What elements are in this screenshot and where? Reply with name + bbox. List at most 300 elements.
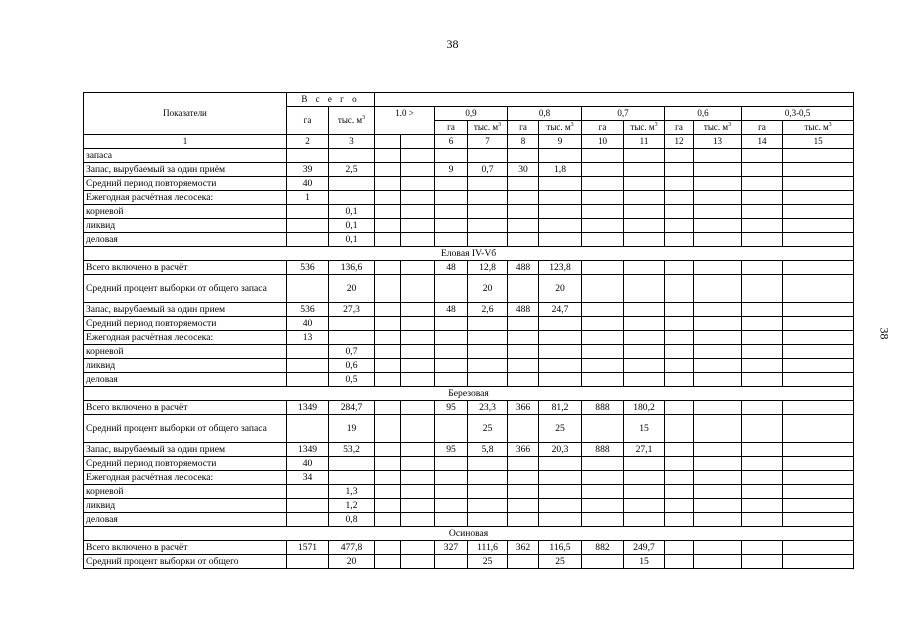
cell-col-4 [375, 233, 401, 247]
cell-col-14 [742, 499, 783, 513]
cell-col-14 [742, 149, 783, 163]
cell-col-9 [539, 331, 582, 345]
cell-col-8 [508, 345, 539, 359]
cell-col-7 [468, 205, 508, 219]
cell-col-13 [694, 219, 742, 233]
cell-col-8 [508, 205, 539, 219]
cell-col-14 [742, 275, 783, 303]
cell-col-9 [539, 219, 582, 233]
cell-col-4 [375, 541, 401, 555]
cell-col-5 [401, 233, 435, 247]
cell-col-6 [435, 415, 468, 443]
cell-col-12 [665, 205, 694, 219]
table-row [84, 303, 854, 317]
cell-col-14 [742, 443, 783, 457]
cell-col-5 [401, 331, 435, 345]
cell-col-7 [468, 373, 508, 387]
cell-col-5 [401, 457, 435, 471]
cell-col-12 [665, 261, 694, 275]
cell-col-7: 111,6 [468, 541, 508, 555]
col-number-1: 1 [84, 135, 287, 149]
cell-col-8 [508, 457, 539, 471]
cell-col-13 [694, 177, 742, 191]
cell-col-6 [435, 513, 468, 527]
cell-col-10 [582, 345, 624, 359]
cell-col-3: 0,6 [329, 359, 375, 373]
cell-col-10: 888 [582, 443, 624, 457]
col-number-empty [401, 135, 435, 149]
cell-col-2 [287, 205, 329, 219]
cell-col-7 [468, 485, 508, 499]
table-row [84, 499, 854, 513]
cell-col-14 [742, 471, 783, 485]
cell-col-13 [694, 331, 742, 345]
cell-col-9 [539, 457, 582, 471]
cell-col-5 [401, 219, 435, 233]
cell-col-15 [783, 261, 854, 275]
col-number-2: 2 [287, 135, 329, 149]
cell-col-13 [694, 205, 742, 219]
cell-col-15 [783, 317, 854, 331]
cell-col-3 [329, 177, 375, 191]
cell-col-3: 27,3 [329, 303, 375, 317]
cell-col-6 [435, 149, 468, 163]
group-3-thous: тыс. $м^3$ [539, 121, 582, 135]
cell-col-13 [694, 149, 742, 163]
table-row [84, 345, 854, 359]
cell-col-11 [624, 233, 665, 247]
group-5-thous: тыс. $м^3$ [694, 121, 742, 135]
cell-col-13 [694, 233, 742, 247]
cell-col-8: 366 [508, 401, 539, 415]
cell-col-13 [694, 415, 742, 443]
cell-col-3: 0,1 [329, 233, 375, 247]
row-label: деловая [84, 513, 287, 527]
group-5-ha: га [665, 121, 694, 135]
cell-col-8 [508, 149, 539, 163]
col-number-15: 15 [783, 135, 854, 149]
table-row [84, 485, 854, 499]
cell-col-8: 488 [508, 303, 539, 317]
cell-col-2: 40 [287, 457, 329, 471]
cell-col-10 [582, 205, 624, 219]
col-number-11: 11 [624, 135, 665, 149]
row-label: Ежегодная расчётная лесосека: [84, 471, 287, 485]
table-row [84, 555, 854, 569]
cell-col-8: 366 [508, 443, 539, 457]
cell-col-5 [401, 205, 435, 219]
cell-col-15 [783, 443, 854, 457]
group-4-ha: га [582, 121, 624, 135]
cell-col-10 [582, 233, 624, 247]
cell-col-11 [624, 261, 665, 275]
group-2-ha: га [435, 121, 468, 135]
cell-col-6: 95 [435, 401, 468, 415]
cell-col-6: 48 [435, 303, 468, 317]
cell-col-4 [375, 457, 401, 471]
cell-col-6 [435, 275, 468, 303]
cell-col-8 [508, 359, 539, 373]
table-row [84, 163, 854, 177]
cell-col-7 [468, 219, 508, 233]
cell-col-8 [508, 177, 539, 191]
cell-col-2 [287, 513, 329, 527]
cell-col-13 [694, 555, 742, 569]
cell-col-9: 1,8 [539, 163, 582, 177]
cell-col-11: 27,1 [624, 443, 665, 457]
group-header-1: 1.0 > [375, 107, 435, 121]
col-number-4-5 [375, 135, 401, 149]
cell-col-11 [624, 331, 665, 345]
cell-col-15 [783, 471, 854, 485]
cell-col-14 [742, 513, 783, 527]
cell-col-10 [582, 219, 624, 233]
cell-col-3: 0,1 [329, 205, 375, 219]
total-ha-header: га [287, 107, 329, 135]
cell-col-11: 249,7 [624, 541, 665, 555]
cell-col-11 [624, 317, 665, 331]
cell-col-7 [468, 513, 508, 527]
cell-col-14 [742, 163, 783, 177]
cell-col-13 [694, 373, 742, 387]
cell-col-3: 477,8 [329, 541, 375, 555]
row-label: деловая [84, 373, 287, 387]
cell-col-6 [435, 457, 468, 471]
cell-col-3 [329, 331, 375, 345]
cell-col-4 [375, 317, 401, 331]
cell-col-12 [665, 275, 694, 303]
cell-col-12 [665, 233, 694, 247]
row-label: Средний процент выборки от общего [84, 555, 287, 569]
cell-col-2: 1349 [287, 401, 329, 415]
cell-col-12 [665, 303, 694, 317]
cell-col-6 [435, 359, 468, 373]
table-row [84, 457, 854, 471]
cell-col-6 [435, 471, 468, 485]
cell-col-3: 2,5 [329, 163, 375, 177]
col-number-3: 3 [329, 135, 375, 149]
section-row [84, 527, 854, 541]
cell-col-7: 23,3 [468, 401, 508, 415]
cell-col-7: 25 [468, 415, 508, 443]
cell-col-9 [539, 205, 582, 219]
row-label: Средний процент выборки от общего запаса [84, 415, 287, 443]
cell-col-9 [539, 317, 582, 331]
cell-col-14 [742, 317, 783, 331]
cell-col-5 [401, 359, 435, 373]
cell-col-5 [401, 303, 435, 317]
group-3-ha: га [508, 121, 539, 135]
group-header-3: 0,8 [508, 107, 582, 121]
cell-col-12 [665, 373, 694, 387]
cell-col-6 [435, 373, 468, 387]
cell-col-3: 0,1 [329, 219, 375, 233]
cell-col-11 [624, 359, 665, 373]
cell-col-11 [624, 373, 665, 387]
cell-col-3: 20 [329, 275, 375, 303]
cell-col-4 [375, 415, 401, 443]
col-number-12: 12 [665, 135, 694, 149]
cell-col-12 [665, 359, 694, 373]
row-label: ликвид [84, 499, 287, 513]
cell-col-2 [287, 345, 329, 359]
table-row [84, 317, 854, 331]
cell-col-6 [435, 219, 468, 233]
cell-col-9 [539, 233, 582, 247]
cell-col-12 [665, 219, 694, 233]
cell-col-6 [435, 345, 468, 359]
cell-col-14 [742, 541, 783, 555]
cell-col-12 [665, 555, 694, 569]
cell-col-3 [329, 457, 375, 471]
cell-col-12 [665, 149, 694, 163]
cell-col-5 [401, 415, 435, 443]
cell-col-7 [468, 317, 508, 331]
cell-col-11 [624, 471, 665, 485]
cell-col-2: 40 [287, 317, 329, 331]
group-header-6: 0,3-0,5 [742, 107, 854, 121]
cell-col-12 [665, 177, 694, 191]
cell-col-11: 15 [624, 415, 665, 443]
cell-col-3 [329, 149, 375, 163]
row-label: Всего включено в расчёт [84, 541, 287, 555]
cell-col-13 [694, 191, 742, 205]
cell-col-12 [665, 415, 694, 443]
cell-col-10 [582, 275, 624, 303]
cell-col-11 [624, 499, 665, 513]
cell-col-2: 1571 [287, 541, 329, 555]
total-header: В с е г о [287, 93, 375, 107]
cell-col-10 [582, 513, 624, 527]
row-label: ликвид [84, 359, 287, 373]
cell-col-5 [401, 191, 435, 205]
cell-col-9 [539, 177, 582, 191]
table-row [84, 415, 854, 443]
cell-col-8 [508, 499, 539, 513]
cell-col-5 [401, 345, 435, 359]
cell-col-15 [783, 149, 854, 163]
cell-col-3 [329, 317, 375, 331]
cell-col-10 [582, 303, 624, 317]
cell-col-11 [624, 303, 665, 317]
cell-col-2 [287, 499, 329, 513]
row-label: Средний период повторяемости [84, 177, 287, 191]
cell-col-12 [665, 163, 694, 177]
indicators-header: Показатели [84, 93, 287, 135]
cell-col-4 [375, 471, 401, 485]
table-row [84, 191, 854, 205]
cell-col-9 [539, 149, 582, 163]
cell-col-6: 327 [435, 541, 468, 555]
cell-col-3: 53,2 [329, 443, 375, 457]
cell-col-4 [375, 513, 401, 527]
cell-col-13 [694, 513, 742, 527]
cell-col-11: 180,2 [624, 401, 665, 415]
cell-col-10 [582, 555, 624, 569]
cell-col-15 [783, 499, 854, 513]
cell-col-15 [783, 415, 854, 443]
cell-col-14 [742, 205, 783, 219]
cell-col-14 [742, 485, 783, 499]
cell-col-2: 536 [287, 303, 329, 317]
row-label: Всего включено в расчёт [84, 261, 287, 275]
cell-col-8 [508, 317, 539, 331]
cell-col-9: 25 [539, 415, 582, 443]
row-label: Ежегодная расчётная лесосека: [84, 331, 287, 345]
cell-col-9: 116,5 [539, 541, 582, 555]
table-row [84, 541, 854, 555]
cell-col-14 [742, 177, 783, 191]
cell-col-10 [582, 457, 624, 471]
cell-col-12 [665, 499, 694, 513]
cell-col-9 [539, 373, 582, 387]
cell-col-3: 136,6 [329, 261, 375, 275]
cell-col-6 [435, 555, 468, 569]
cell-col-13 [694, 163, 742, 177]
section-row [84, 247, 854, 261]
cell-col-5 [401, 471, 435, 485]
cell-col-10 [582, 163, 624, 177]
cell-col-14 [742, 345, 783, 359]
cell-col-10 [582, 471, 624, 485]
cell-col-12 [665, 541, 694, 555]
cell-col-6 [435, 317, 468, 331]
cell-col-10 [582, 317, 624, 331]
col-number-10: 10 [582, 135, 624, 149]
cell-col-4 [375, 359, 401, 373]
table-row [84, 149, 854, 163]
cell-col-5 [401, 499, 435, 513]
col-number-8: 8 [508, 135, 539, 149]
cell-col-3: 0,7 [329, 345, 375, 359]
cell-col-7 [468, 177, 508, 191]
section-row [84, 387, 854, 401]
cell-col-10 [582, 331, 624, 345]
cell-col-15 [783, 513, 854, 527]
cell-col-12 [665, 191, 694, 205]
cell-col-4 [375, 499, 401, 513]
cell-col-4 [375, 205, 401, 219]
cell-col-3: 0,8 [329, 513, 375, 527]
cell-col-13 [694, 471, 742, 485]
cell-col-14 [742, 401, 783, 415]
cell-col-12 [665, 331, 694, 345]
cell-col-2 [287, 149, 329, 163]
row-label: запаса [84, 149, 287, 163]
cell-col-11 [624, 275, 665, 303]
cell-col-15 [783, 485, 854, 499]
cell-col-13 [694, 499, 742, 513]
cell-col-11 [624, 205, 665, 219]
cell-col-7 [468, 499, 508, 513]
row-label: Запас, вырубаемый за один прием [84, 443, 287, 457]
table-row [84, 177, 854, 191]
cell-col-14 [742, 191, 783, 205]
cell-col-7 [468, 331, 508, 345]
group-4-thous: тыс. $м^3$ [624, 121, 665, 135]
cell-col-4 [375, 191, 401, 205]
cell-col-15 [783, 345, 854, 359]
cell-col-7 [468, 359, 508, 373]
page-number-top: 38 [446, 37, 459, 51]
cell-col-2: 40 [287, 177, 329, 191]
cell-col-14 [742, 233, 783, 247]
cell-col-13 [694, 345, 742, 359]
cell-col-7 [468, 457, 508, 471]
cell-col-7: 12,8 [468, 261, 508, 275]
cell-col-15 [783, 205, 854, 219]
cell-col-8: 488 [508, 261, 539, 275]
cell-col-15 [783, 359, 854, 373]
cell-col-12 [665, 513, 694, 527]
cell-col-7: 20 [468, 275, 508, 303]
cell-col-2: 34 [287, 471, 329, 485]
cell-col-13 [694, 275, 742, 303]
cell-col-12 [665, 401, 694, 415]
cell-col-2: 1 [287, 191, 329, 205]
cell-col-15 [783, 177, 854, 191]
table-row [84, 205, 854, 219]
cell-col-10 [582, 261, 624, 275]
cell-col-9 [539, 359, 582, 373]
cell-col-14 [742, 415, 783, 443]
total-thous-header: тыс. $м^3$ [329, 107, 375, 135]
cell-col-10 [582, 485, 624, 499]
cell-col-8 [508, 233, 539, 247]
cell-col-5 [401, 177, 435, 191]
cell-col-4 [375, 345, 401, 359]
cell-col-2 [287, 233, 329, 247]
cell-col-2 [287, 555, 329, 569]
cell-col-15 [783, 331, 854, 345]
cell-col-15 [783, 163, 854, 177]
table-row [84, 443, 854, 457]
cell-col-11 [624, 513, 665, 527]
cell-col-5 [401, 261, 435, 275]
cell-col-2 [287, 219, 329, 233]
cell-col-13 [694, 485, 742, 499]
cell-col-5 [401, 275, 435, 303]
table-row [84, 275, 854, 303]
col-number-6: 6 [435, 135, 468, 149]
cell-col-8 [508, 485, 539, 499]
cell-col-8 [508, 513, 539, 527]
cell-col-7 [468, 233, 508, 247]
cell-col-8 [508, 373, 539, 387]
cell-col-13 [694, 457, 742, 471]
table-row [84, 233, 854, 247]
cell-col-15 [783, 303, 854, 317]
cell-col-10 [582, 359, 624, 373]
cell-col-5 [401, 317, 435, 331]
cell-col-13 [694, 541, 742, 555]
cell-col-5 [401, 485, 435, 499]
col-number-7: 7 [468, 135, 508, 149]
cell-col-4 [375, 373, 401, 387]
cell-col-9 [539, 513, 582, 527]
cell-col-12 [665, 485, 694, 499]
group-header-5: 0,6 [665, 107, 742, 121]
cell-col-4 [375, 443, 401, 457]
table-row [84, 513, 854, 527]
cell-col-7: 25 [468, 555, 508, 569]
col-number-9: 9 [539, 135, 582, 149]
cell-col-5 [401, 513, 435, 527]
cell-col-4 [375, 149, 401, 163]
row-label: Всего включено в расчёт [84, 401, 287, 415]
cell-col-11 [624, 345, 665, 359]
cell-col-4 [375, 401, 401, 415]
